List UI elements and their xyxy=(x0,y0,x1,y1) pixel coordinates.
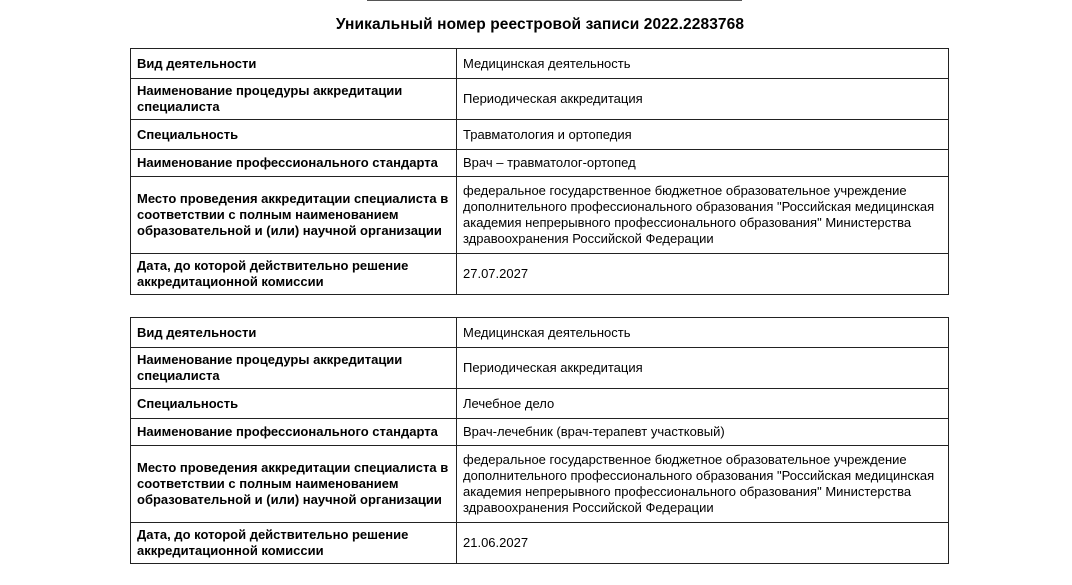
row-label: Специальность xyxy=(131,120,457,150)
row-value: Периодическая аккредитация xyxy=(457,79,949,120)
accreditation-record-table xyxy=(130,48,949,295)
table-row-activity-type xyxy=(131,318,949,348)
top-divider xyxy=(367,0,742,1)
table-row-activity-type xyxy=(131,49,949,79)
table-row-professional-standard xyxy=(131,150,949,177)
row-value: 21.06.2027 xyxy=(457,523,949,564)
table-row-professional-standard xyxy=(131,419,949,446)
table-row-location xyxy=(131,177,949,254)
accreditation-record-table xyxy=(130,317,949,564)
row-label: Специальность xyxy=(131,389,457,419)
table-row-specialty xyxy=(131,389,949,419)
row-label: Наименование процедуры аккредитации специалиста xyxy=(131,348,457,389)
row-value: федеральное государственное бюджетное образовательное учреждение дополнительного профессионального образования "Российская медицинская академия непрерывного профессионального образования" Министерства здравоохранения Российской Федерации xyxy=(457,177,949,254)
row-label: Наименование профессионального стандарта xyxy=(131,150,457,177)
row-value: Медицинская деятельность xyxy=(457,49,949,79)
row-value: федеральное государственное бюджетное образовательное учреждение дополнительного профессионального образования "Российская медицинская академия непрерывного профессионального образования" Министерства здравоохранения Российской Федерации xyxy=(457,446,949,523)
row-value: 27.07.2027 xyxy=(457,254,949,295)
table-row-valid-until xyxy=(131,523,949,564)
row-value: Врач-лечебник (врач-терапевт участковый) xyxy=(457,419,949,446)
registry-number-title: Уникальный номер реестровой записи 2022.2283768 xyxy=(335,16,745,33)
row-label: Наименование профессионального стандарта xyxy=(131,419,457,446)
row-label: Вид деятельности xyxy=(131,49,457,79)
row-label: Место проведения аккредитации специалиста в соответствии с полным наименованием образовательной и (или) научной организации xyxy=(131,446,457,523)
row-value: Лечебное дело xyxy=(457,389,949,419)
table-row-procedure xyxy=(131,348,949,389)
row-label: Вид деятельности xyxy=(131,318,457,348)
row-value: Периодическая аккредитация xyxy=(457,348,949,389)
row-label: Дата, до которой действительно решение аккредитационной комиссии xyxy=(131,254,457,295)
table-row-procedure xyxy=(131,79,949,120)
table-row-valid-until xyxy=(131,254,949,295)
table-row-specialty xyxy=(131,120,949,150)
row-value: Медицинская деятельность xyxy=(457,318,949,348)
row-value: Врач – травматолог-ортопед xyxy=(457,150,949,177)
row-label: Дата, до которой действительно решение аккредитационной комиссии xyxy=(131,523,457,564)
row-value: Травматология и ортопедия xyxy=(457,120,949,150)
row-label: Наименование процедуры аккредитации специалиста xyxy=(131,79,457,120)
row-label: Место проведения аккредитации специалиста в соответствии с полным наименованием образовательной и (или) научной организации xyxy=(131,177,457,254)
table-row-location xyxy=(131,446,949,523)
